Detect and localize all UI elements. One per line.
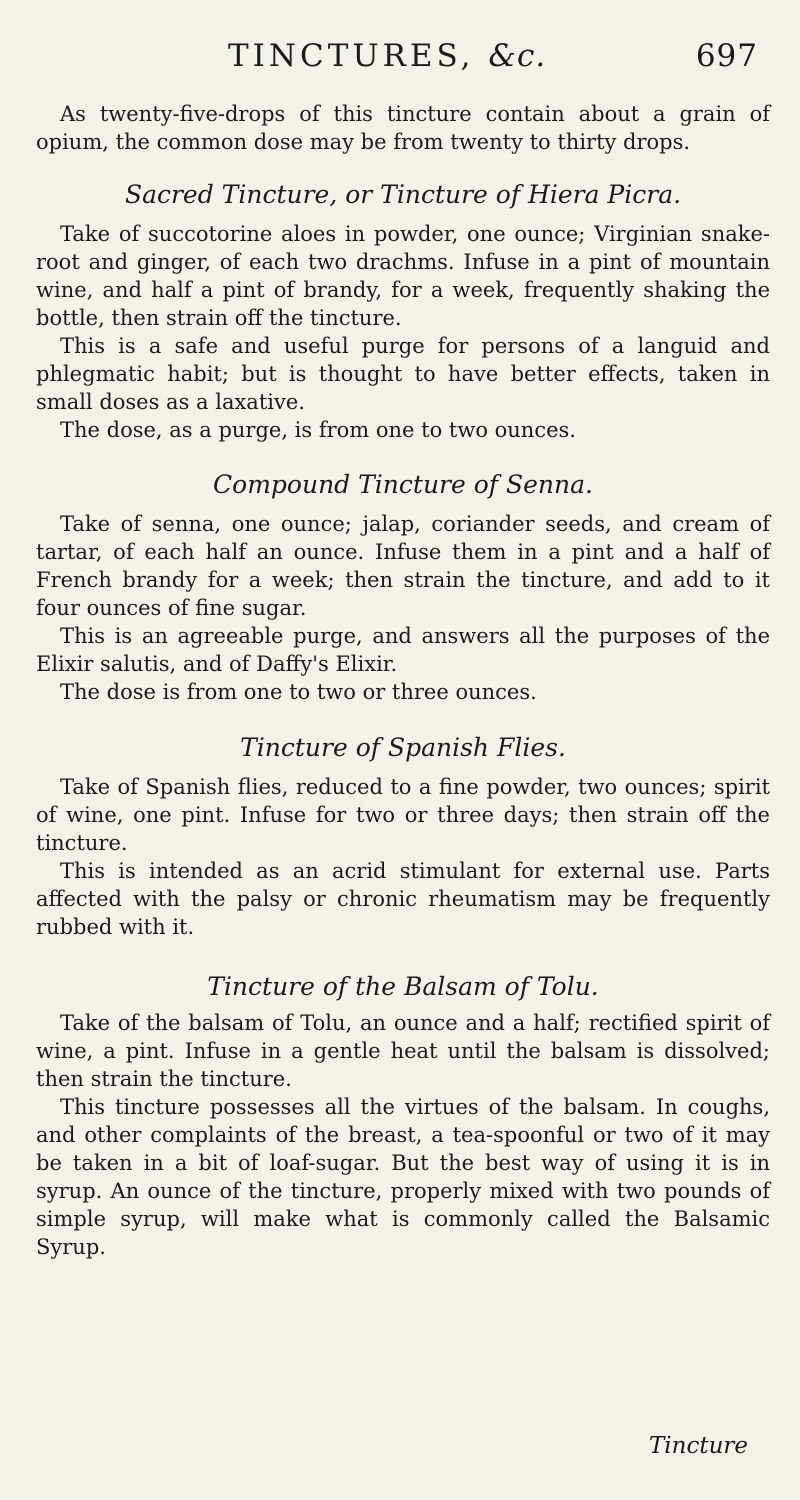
catchword: Tincture xyxy=(648,1433,748,1459)
paragraph: Take of Spanish flies, reduced to a fine powder, two ounces; spirit of wine, one pint. Infuse for two or three days; then strain off the tincture. xyxy=(36,775,770,855)
opening-paragraph: As twenty-five-drops of this tincture contain about a grain of opium, the common dose may be from twenty to thirty drops. xyxy=(36,102,770,154)
heading-tincture-balsam-tolu: Tincture of the Balsam of Tolu. xyxy=(207,972,599,1001)
page-number: 697 xyxy=(695,38,758,74)
running-title-text: TINCTURES, xyxy=(228,38,475,74)
running-title-suffix: &c. xyxy=(488,38,547,74)
paragraph: This is a safe and useful purge for persons of a languid and phlegmatic habit; but is thought to have better effects, taken in small doses as a laxative. xyxy=(36,334,770,414)
paragraph: This is an agreeable purge, and answers all the purposes of the Elixir salutis, and of Daffy's Elixir. xyxy=(36,624,770,676)
heading-sacred-tincture: Sacred Tincture, or Tincture of Hiera Picra. xyxy=(124,180,682,209)
running-title xyxy=(228,38,546,74)
paragraph: Take of senna, one ounce; jalap, coriander seeds, and cream of tartar, of each half an ounce. Infuse them in a pint and a half of French brandy for a week; then strain the tincture, and add to it four ounces of fine sugar. xyxy=(36,512,770,620)
running-head xyxy=(36,38,770,90)
paragraph: This is intended as an acrid stimulant for external use. Parts affected with the palsy or chronic rheumatism may be frequently rubbed with it. xyxy=(36,859,770,939)
heading-tincture-spanish-flies: Tincture of Spanish Flies. xyxy=(240,733,566,762)
heading-compound-tincture-senna: Compound Tincture of Senna. xyxy=(213,470,593,499)
paragraph: The dose is from one to two or three ounces. xyxy=(60,680,537,704)
paragraph: The dose, as a purge, is from one to two ounces. xyxy=(60,418,576,442)
paragraph: Take of succotorine aloes in powder, one ounce; Virginian snake-root and ginger, of each two drachms. Infuse in a pint of mountain wine, and half a pint of brandy, for a week, frequently shaking the bottle, then strain off the tincture. xyxy=(36,222,770,330)
paragraph: Take of the balsam of Tolu, an ounce and a half; rectified spirit of wine, a pint. Infuse in a gentle heat until the balsam is dissolved; then strain the tincture. xyxy=(36,1011,770,1091)
paragraph: This tincture possesses all the virtues of the balsam. In coughs, and other complaints of the breast, a tea-spoonful or two of it may be taken in a bit of loaf-sugar. But the best way of using it is in syrup. An ounce of the tincture, properly mixed with two pounds of simple syrup, will make what is commonly called the Balsamic Syrup. xyxy=(36,1095,770,1259)
